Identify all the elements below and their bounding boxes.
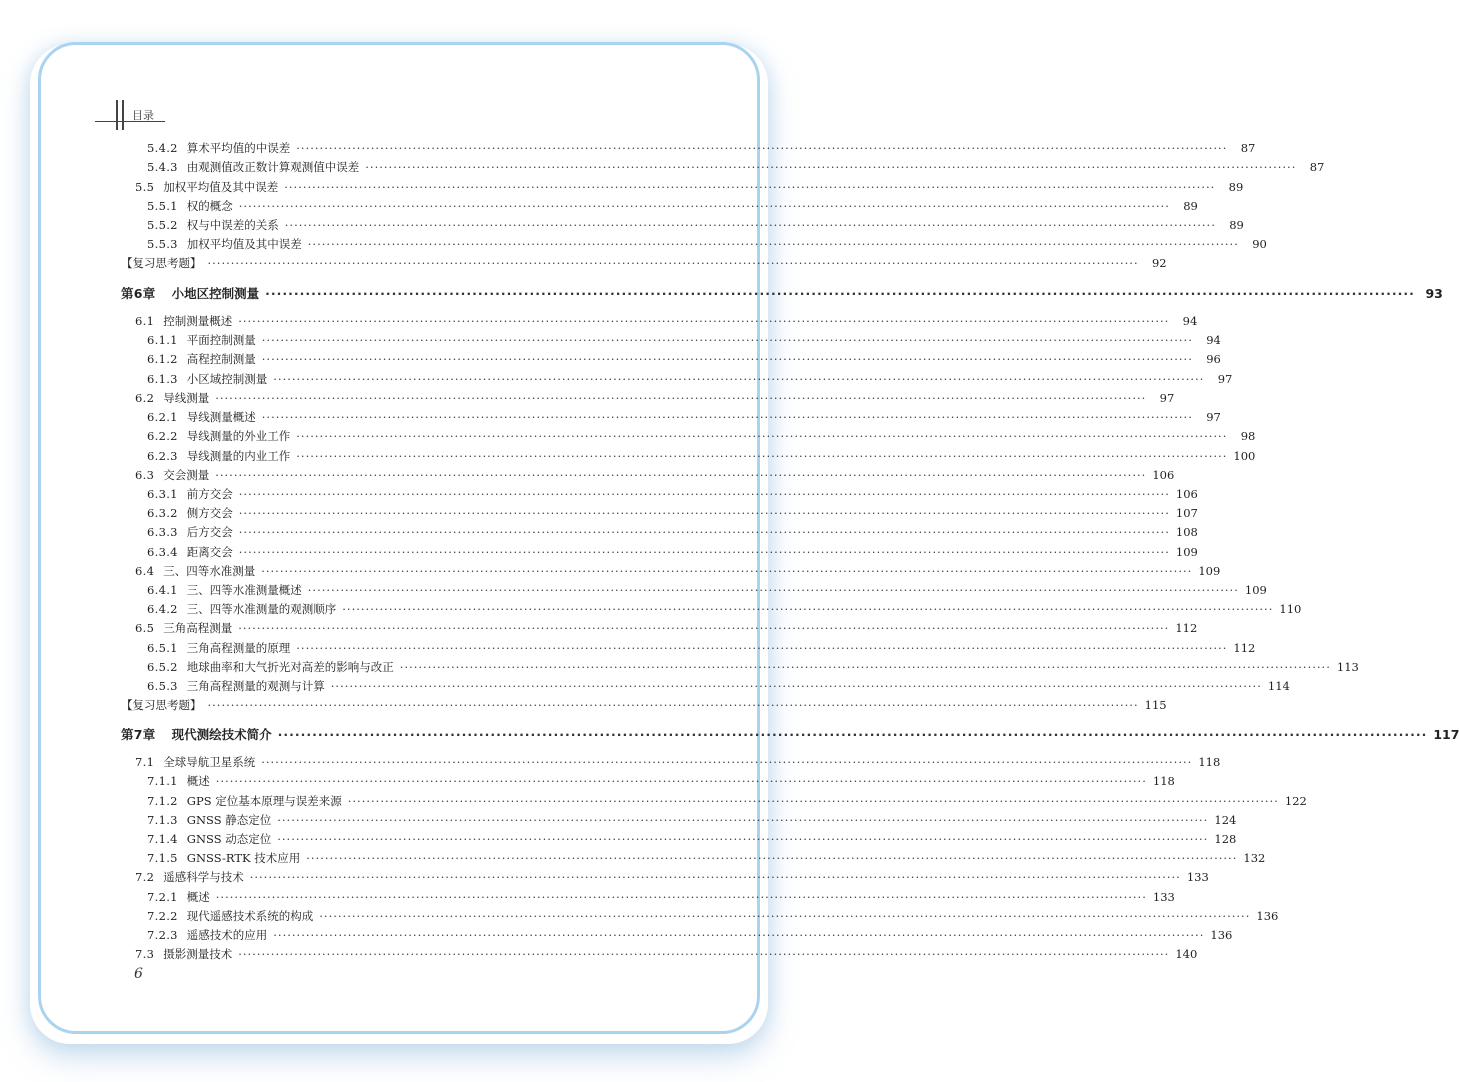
toc-leader-dots: ········································································································································································································ bbox=[215, 468, 1147, 482]
toc-entry-number: 6.2 bbox=[135, 391, 155, 405]
toc-row[interactable] bbox=[147, 487, 1198, 502]
toc-entry-number: 7.1.2 bbox=[147, 794, 178, 808]
toc-entry-title: 距离交会 bbox=[186, 545, 233, 559]
toc-entry-title: 三、四等水准测量概述 bbox=[186, 583, 302, 597]
toc-entry-title: 三、四等水准测量 bbox=[163, 564, 256, 578]
toc-entry-title: 小区域控制测量 bbox=[186, 372, 268, 386]
toc-row[interactable] bbox=[147, 928, 1233, 943]
toc-entry-number: 6.4.2 bbox=[147, 602, 178, 616]
toc-entry-page: 115 bbox=[1144, 698, 1167, 712]
toc-entry-page: 109 bbox=[1198, 564, 1221, 578]
toc-entry-title: 现代遥感技术系统的构成 bbox=[186, 909, 314, 923]
toc-entry-page: 113 bbox=[1336, 660, 1359, 674]
toc-leader-dots: ········································································································································································································ bbox=[277, 832, 1209, 846]
toc-entry-number: 7.2.3 bbox=[147, 928, 178, 942]
toc-entry-page: 89 bbox=[1183, 199, 1198, 213]
toc-leader-dots: ········································································································································································································ bbox=[215, 391, 1147, 405]
toc-entry-title: 现代测绘技术简介 bbox=[171, 727, 272, 742]
toc-row[interactable] bbox=[147, 660, 1359, 675]
toc-entry-page: 132 bbox=[1243, 851, 1266, 865]
toc-leader-dots: ········································································································································································································ bbox=[306, 851, 1238, 865]
toc-leader-dots: ········································································································································································································ bbox=[261, 755, 1193, 769]
toc-leader-dots: ········································································································································································································ bbox=[238, 199, 1170, 213]
toc-entry-page: 114 bbox=[1267, 679, 1290, 693]
toc-row[interactable] bbox=[135, 314, 1198, 329]
toc-row[interactable] bbox=[147, 449, 1256, 464]
toc-entry-number: 6.2.3 bbox=[147, 449, 178, 463]
toc-row[interactable] bbox=[147, 813, 1237, 828]
toc-row[interactable] bbox=[147, 545, 1198, 560]
toc-row[interactable] bbox=[147, 506, 1198, 521]
toc-row[interactable] bbox=[147, 199, 1198, 214]
toc-entry-title: 高程控制测量 bbox=[186, 352, 256, 366]
toc-entry-title: 前方交会 bbox=[186, 487, 233, 501]
toc-entry-title: 导线测量概述 bbox=[186, 410, 256, 424]
toc-entry-page: 106 bbox=[1175, 487, 1198, 501]
toc-entry-title: 由观测值改正数计算观测值中误差 bbox=[186, 160, 360, 174]
toc-leader-dots: ········································································································································································································ bbox=[207, 698, 1139, 712]
toc-leader-dots: ········································································································································································································ bbox=[319, 909, 1251, 923]
toc-row[interactable] bbox=[135, 755, 1221, 770]
toc-row[interactable] bbox=[147, 890, 1175, 905]
toc-entry-title: 导线测量 bbox=[163, 391, 210, 405]
toc-row[interactable] bbox=[147, 602, 1302, 617]
toc-leader-dots: ········································································································································································································ bbox=[215, 774, 1147, 788]
toc-leader-dots: ········································································································································································································ bbox=[261, 564, 1193, 578]
toc-leader-dots: ········································································································································································································ bbox=[215, 890, 1147, 904]
toc-entry-number: 7.1.4 bbox=[147, 832, 178, 846]
toc-entry-title: 摄影测量技术 bbox=[163, 947, 233, 961]
toc-entry-number: 5.5.3 bbox=[147, 237, 178, 251]
toc-leader-dots: ········································································································································································································ bbox=[330, 679, 1262, 693]
toc-entry-page: 100 bbox=[1233, 449, 1256, 463]
toc-entry-page: 87 bbox=[1240, 141, 1256, 155]
toc-entry-title: 小地区控制测量 bbox=[171, 286, 260, 301]
toc-entry-page: 110 bbox=[1279, 602, 1302, 616]
toc-entry-page: 92 bbox=[1151, 256, 1167, 270]
toc-entry-page: 90 bbox=[1252, 237, 1267, 251]
toc-entry-number: 5.5.1 bbox=[147, 199, 178, 213]
toc-entry-number: 5.4.2 bbox=[147, 141, 178, 155]
toc-entry-number: 7.1.1 bbox=[147, 774, 178, 788]
toc-entry-page: 97 bbox=[1217, 372, 1233, 386]
toc-leader-dots: ········································································································································································································ bbox=[277, 813, 1209, 827]
toc-row[interactable] bbox=[147, 218, 1244, 233]
toc-row[interactable] bbox=[147, 429, 1256, 444]
toc-leader-dots: ········································································································································································································ bbox=[238, 506, 1170, 520]
toc-entry-title: 导线测量的外业工作 bbox=[186, 429, 291, 443]
toc-entry-number: 6.3 bbox=[135, 468, 155, 482]
toc-entry-number: 7.1 bbox=[135, 755, 155, 769]
toc-leader-dots: ········································································································································································································ bbox=[307, 237, 1239, 251]
toc-leader-dots: ········································································································································································································ bbox=[238, 525, 1170, 539]
toc-row[interactable] bbox=[147, 679, 1290, 694]
toc-leader-dots: ········································································································································································································ bbox=[261, 333, 1193, 347]
toc-entry-page: 97 bbox=[1206, 410, 1221, 424]
toc-entry-page: 96 bbox=[1206, 352, 1221, 366]
toc-entry-title: 三角高程测量的观测与计算 bbox=[186, 679, 325, 693]
toc-entry-number: 7.1.3 bbox=[147, 813, 178, 827]
toc-entry-number: 6.5 bbox=[135, 621, 155, 635]
toc-entry-number: 6.5.1 bbox=[147, 641, 178, 655]
toc-row[interactable] bbox=[147, 372, 1233, 387]
page-number: 6 bbox=[134, 966, 143, 982]
toc-entry-title: 加权平均值及其中误差 bbox=[186, 237, 302, 251]
toc-leader-dots: ········································································································································································································ bbox=[261, 410, 1193, 424]
toc-entry-number: 6.2.2 bbox=[147, 429, 178, 443]
toc-row[interactable] bbox=[147, 794, 1307, 809]
toc-leader-dots: ········································································································································································································ bbox=[296, 641, 1228, 655]
toc-entry-title: 遥感技术的应用 bbox=[186, 928, 268, 942]
toc-row[interactable] bbox=[147, 333, 1221, 348]
toc-entry-page: 124 bbox=[1214, 813, 1237, 827]
toc-leader-dots: ········································································································································································································ bbox=[347, 794, 1279, 808]
toc-entry-page: 133 bbox=[1186, 870, 1209, 884]
toc-entry-title: 侧方交会 bbox=[186, 506, 233, 520]
toc-leader-dots: ········································································································································································································ bbox=[265, 286, 1415, 301]
toc-entry-number: 6.5.2 bbox=[147, 660, 178, 674]
toc-row[interactable] bbox=[135, 870, 1209, 885]
toc-row[interactable] bbox=[147, 160, 1325, 175]
toc-row[interactable] bbox=[147, 237, 1267, 252]
toc-entry-number: 7.2 bbox=[135, 870, 155, 884]
toc-entry-page: 136 bbox=[1256, 909, 1279, 923]
toc-entry-page: 128 bbox=[1214, 832, 1237, 846]
toc-leader-dots: ········································································································································································································ bbox=[284, 180, 1216, 194]
toc-entry-number: 7.2.2 bbox=[147, 909, 178, 923]
toc-leader-dots: ········································································································································································································ bbox=[296, 449, 1228, 463]
toc-entry-page: 106 bbox=[1152, 468, 1175, 482]
toc-entry-title: 遥感科学与技术 bbox=[163, 870, 244, 884]
toc-entry-page: 118 bbox=[1152, 774, 1175, 788]
toc-leader-dots: ········································································································································································································ bbox=[249, 870, 1181, 884]
toc-row[interactable] bbox=[147, 410, 1221, 425]
toc-entry-page: 94 bbox=[1206, 333, 1221, 347]
toc-entry-number: 6.5.3 bbox=[147, 679, 178, 693]
toc-entry-title: 全球导航卫星系统 bbox=[163, 755, 256, 769]
toc-entry-number: 5.5.2 bbox=[147, 218, 178, 232]
toc-entry-page: 97 bbox=[1159, 391, 1175, 405]
toc-row[interactable] bbox=[135, 391, 1175, 406]
toc-leader-dots: ········································································································································································································ bbox=[207, 256, 1139, 270]
toc-row[interactable] bbox=[147, 525, 1198, 540]
toc-entry-number: 6.4 bbox=[135, 564, 155, 578]
toc-entry-title: 算术平均值的中误差 bbox=[186, 141, 291, 155]
toc-entry-page: 108 bbox=[1175, 525, 1198, 539]
toc-leader-dots: ········································································································································································································ bbox=[365, 160, 1297, 174]
toc-entry-title: GPS 定位基本原理与误差来源 bbox=[186, 794, 342, 808]
toc-entry-title: 【复习思考题】 bbox=[121, 698, 202, 712]
toc-leader-dots: ········································································································································································································ bbox=[277, 727, 1428, 742]
toc-entry-title: 概述 bbox=[186, 774, 210, 788]
toc-row[interactable] bbox=[135, 180, 1244, 195]
toc-row[interactable] bbox=[147, 352, 1221, 367]
toc-entry-number: 6.1.2 bbox=[147, 352, 178, 366]
toc-leader-dots: ········································································································································································································ bbox=[307, 583, 1239, 597]
toc-row[interactable] bbox=[147, 851, 1266, 866]
toc-entry-number: 6.3.1 bbox=[147, 487, 178, 501]
toc-entry-page: 94 bbox=[1182, 314, 1198, 328]
toc-entry-title: 三角高程测量的原理 bbox=[186, 641, 291, 655]
toc-leader-dots: ········································································································································································································ bbox=[238, 545, 1170, 559]
toc-entry-number: 第6章 bbox=[121, 286, 156, 301]
toc-entry-number: 6.2.1 bbox=[147, 410, 178, 424]
toc-entry-title: 权与中误差的关系 bbox=[186, 218, 279, 232]
toc-row[interactable] bbox=[135, 468, 1175, 483]
toc-entry-title: 交会测量 bbox=[163, 468, 210, 482]
toc-row[interactable] bbox=[135, 947, 1198, 962]
toc-entry-title: 加权平均值及其中误差 bbox=[163, 180, 279, 194]
toc-leader-dots: ········································································································································································································ bbox=[296, 429, 1228, 443]
toc-leader-dots: ········································································································································································································ bbox=[238, 947, 1170, 961]
toc-entry-page: 140 bbox=[1175, 947, 1198, 961]
toc-entry-page: 117 bbox=[1433, 727, 1459, 742]
toc-entry-number: 6.3.3 bbox=[147, 525, 178, 539]
toc-row[interactable] bbox=[135, 621, 1198, 636]
toc-entry-number: 6.1 bbox=[135, 314, 155, 328]
toc-chapter-row[interactable] bbox=[121, 727, 1459, 742]
toc-entry-title: 地球曲率和大气折光对高差的影响与改正 bbox=[186, 660, 394, 674]
toc-entry-page: 118 bbox=[1198, 755, 1221, 769]
toc-leader-dots: ········································································································································································································ bbox=[296, 141, 1228, 155]
toc-leader-dots: ········································································································································································································ bbox=[238, 487, 1170, 501]
toc-entry-page: 133 bbox=[1152, 890, 1175, 904]
toc-leader-dots: ········································································································································································································ bbox=[238, 621, 1170, 635]
toc-chapter-row[interactable] bbox=[121, 286, 1443, 301]
toc-entry-title: 【复习思考题】 bbox=[121, 256, 202, 270]
toc-entry-page: 98 bbox=[1240, 429, 1256, 443]
toc-row[interactable] bbox=[135, 564, 1221, 579]
toc-entry-title: GNSS-RTK 技术应用 bbox=[186, 851, 301, 865]
toc-row[interactable] bbox=[121, 256, 1167, 271]
toc-entry-page: 87 bbox=[1309, 160, 1325, 174]
toc-row[interactable] bbox=[147, 832, 1237, 847]
toc-entry-page: 122 bbox=[1284, 794, 1307, 808]
toc-leader-dots: ········································································································································································································ bbox=[273, 928, 1205, 942]
toc-entry-title: 导线测量的内业工作 bbox=[186, 449, 291, 463]
toc-entry-title: 权的概念 bbox=[186, 199, 233, 213]
toc-row[interactable] bbox=[147, 141, 1256, 156]
toc-row[interactable] bbox=[121, 698, 1167, 713]
toc-entry-page: 89 bbox=[1228, 180, 1244, 194]
toc-entry-title: 三角高程测量 bbox=[163, 621, 233, 635]
toc-entry-number: 6.3.4 bbox=[147, 545, 178, 559]
toc-entry-number: 6.1.3 bbox=[147, 372, 178, 386]
toc-row[interactable] bbox=[147, 583, 1267, 598]
toc-entry-title: 控制测量概述 bbox=[163, 314, 233, 328]
toc-entry-number: 7.2.1 bbox=[147, 890, 178, 904]
toc-entry-title: GNSS 静态定位 bbox=[186, 813, 272, 827]
toc-entry-page: 109 bbox=[1244, 583, 1267, 597]
toc-leader-dots: ········································································································································································································ bbox=[284, 218, 1216, 232]
toc-entry-title: GNSS 动态定位 bbox=[186, 832, 272, 846]
toc-entry-title: 平面控制测量 bbox=[186, 333, 256, 347]
toc-entry-number: 7.1.5 bbox=[147, 851, 178, 865]
toc-row[interactable] bbox=[147, 641, 1256, 656]
toc-leader-dots: ········································································································································································································ bbox=[261, 352, 1193, 366]
toc-entry-page: 109 bbox=[1175, 545, 1198, 559]
toc-entry-number: 6.3.2 bbox=[147, 506, 178, 520]
toc-leader-dots: ········································································································································································································ bbox=[273, 372, 1205, 386]
toc-entry-page: 107 bbox=[1175, 506, 1198, 520]
toc-leader-dots: ········································································································································································································ bbox=[342, 602, 1274, 616]
toc-entry-number: 5.4.3 bbox=[147, 160, 178, 174]
toc-entry-page: 112 bbox=[1233, 641, 1256, 655]
toc-entry-title: 概述 bbox=[186, 890, 210, 904]
toc-entry-page: 89 bbox=[1229, 218, 1244, 232]
toc-entry-number: 第7章 bbox=[121, 727, 156, 742]
toc-leader-dots: ········································································································································································································ bbox=[399, 660, 1331, 674]
header-title: 目录 bbox=[132, 109, 154, 122]
toc-row[interactable] bbox=[147, 774, 1175, 789]
toc-entry-number: 6.4.1 bbox=[147, 583, 178, 597]
toc-leader-dots: ········································································································································································································ bbox=[238, 314, 1170, 328]
toc-entry-number: 5.5 bbox=[135, 180, 155, 194]
toc-entry-page: 136 bbox=[1210, 928, 1233, 942]
toc-entry-page: 93 bbox=[1425, 286, 1443, 301]
toc-entry-number: 6.1.1 bbox=[147, 333, 178, 347]
toc-row[interactable] bbox=[147, 909, 1279, 924]
toc-entry-page: 112 bbox=[1175, 621, 1198, 635]
toc-entry-number: 7.3 bbox=[135, 947, 155, 961]
toc-entry-title: 三、四等水准测量的观测顺序 bbox=[186, 602, 337, 616]
toc-entry-title: 后方交会 bbox=[186, 525, 233, 539]
